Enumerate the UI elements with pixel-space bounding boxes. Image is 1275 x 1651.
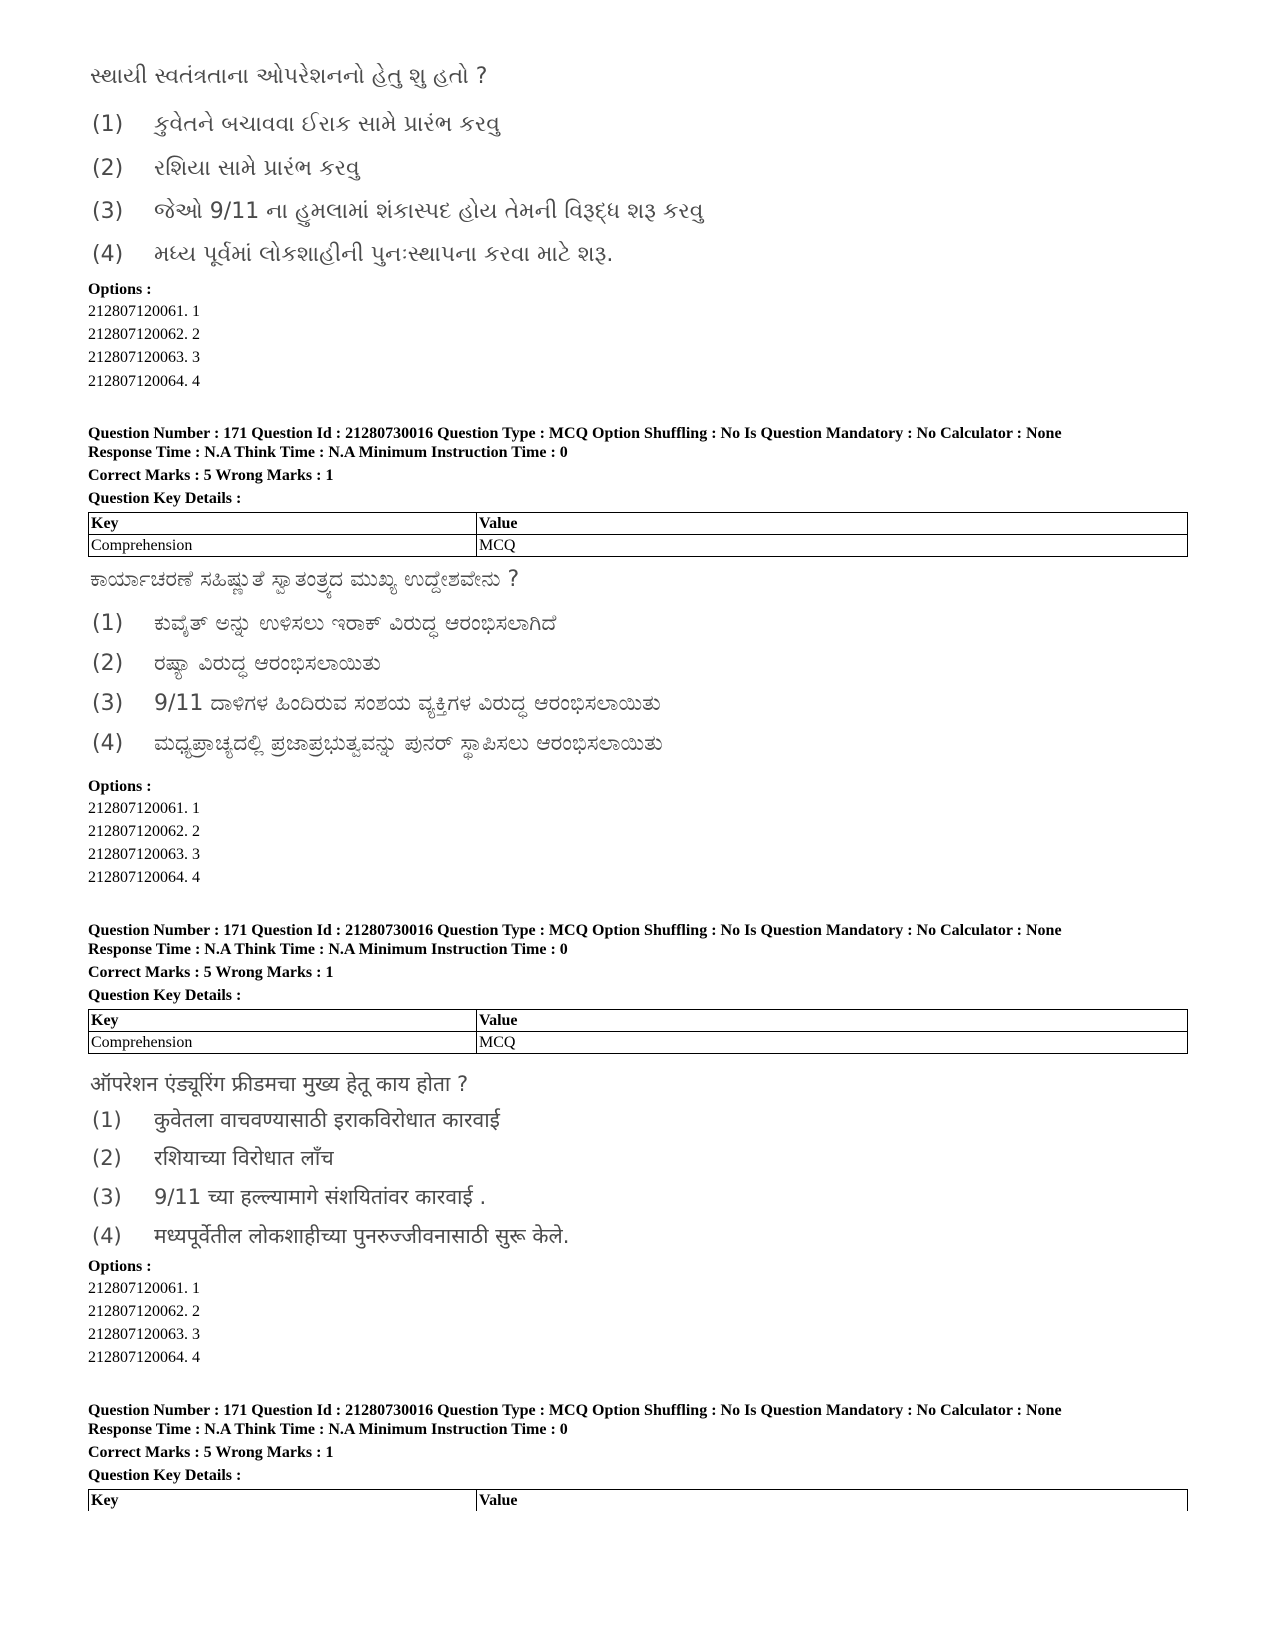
key-details-title: Question Key Details : — [88, 490, 242, 507]
question-key-table — [88, 1009, 1188, 1054]
choice-number: (4) — [92, 242, 124, 267]
table-cell-key: Comprehension — [89, 535, 477, 557]
question-meta-line: Response Time : N.A Think Time : N.A Minimum Instruction Time : 0 — [88, 1421, 568, 1438]
question-marks: Correct Marks : 5 Wrong Marks : 1 — [88, 964, 334, 981]
option-item: 212807120063. 3 — [88, 1326, 200, 1343]
option-item: 212807120062. 2 — [88, 823, 200, 840]
option-item: 212807120062. 2 — [88, 326, 200, 343]
table-header-value: Value — [477, 513, 1188, 535]
question-text: ऑपरेशन एंड्यूरिंग फ्रीडमचा मुख्य हेतू काय होता ? — [90, 1072, 469, 1096]
choice-row — [92, 731, 663, 756]
choice-number: (1) — [92, 1108, 122, 1132]
choice-row — [92, 156, 360, 181]
choice-row — [92, 242, 613, 267]
table-header-key: Key — [89, 1490, 477, 1512]
option-item: 212807120064. 4 — [88, 373, 200, 390]
choice-text: 9/11 ದಾಳಿಗಳ ಹಿಂದಿರುವ ಸಂಶಯ ವ್ಯಕ್ತಿಗಳ ವಿರುದ್ಧ ಆರಂಭಿಸಲಾಯಿತು — [154, 691, 661, 716]
option-item: 212807120063. 3 — [88, 349, 200, 366]
question-marks: Correct Marks : 5 Wrong Marks : 1 — [88, 1444, 334, 1461]
choice-number: (3) — [92, 1185, 122, 1209]
choice-number: (3) — [92, 691, 124, 716]
choice-text: ಮಧ್ಯಪ್ರಾಚ್ಯದಲ್ಲಿ ಪ್ರಜಾಪ್ರಭುತ್ವವನ್ನು ಪುನರ್ ಸ್ಥಾಪಿಸಲು ಆರಂಭಿಸಲಾಯಿತು — [154, 731, 663, 756]
key-details-title: Question Key Details : — [88, 987, 242, 1004]
choice-number: (4) — [92, 731, 124, 756]
choice-text: ರಷ್ಯಾ ವಿರುದ್ಧ ಆರಂಭಿಸಲಾಯಿತು — [154, 651, 381, 676]
option-item: 212807120063. 3 — [88, 846, 200, 863]
choice-number: (2) — [92, 651, 124, 676]
choice-row — [92, 691, 661, 716]
table-cell-value: MCQ — [477, 1032, 1188, 1054]
choice-row — [92, 651, 381, 676]
options-title: Options : — [88, 281, 152, 298]
choice-row — [92, 1144, 334, 1172]
choice-number: (2) — [92, 1146, 122, 1170]
choice-text: 9/11 च्या हल्ल्यामागे संशयितांवर कारवाई . — [154, 1185, 487, 1209]
table-header-key: Key — [89, 1010, 477, 1032]
choice-text: ಕುವೈತ್ ಅನ್ನು ಉಳಿಸಲು ಇರಾಕ್ ವಿರುದ್ಧ ಆರಂಭಿಸಲಾಗಿದೆ — [154, 611, 557, 636]
question-key-table — [88, 1489, 1188, 1511]
question-image-gujarati — [88, 62, 708, 284]
choice-text: कुवेतला वाचवण्यासाठी इराकविरोधात कारवाई — [154, 1108, 500, 1132]
choice-text: રશિયા સામે પ્રારંભ કરવુ — [154, 156, 360, 181]
question-meta-line: Response Time : N.A Think Time : N.A Minimum Instruction Time : 0 — [88, 444, 568, 461]
question-meta-line: Question Number : 171 Question Id : 21280730016 Question Type : MCQ Option Shuffling : No Is Question Mandatory : No Calculator : None — [88, 1402, 1062, 1419]
question-text: સ્થાયી સ્વતંત્રતાના ઓપરેશનનો હેતુ શુ હતો ? — [90, 64, 488, 89]
question-key-table — [88, 512, 1188, 557]
choice-row — [92, 199, 704, 224]
question-marks: Correct Marks : 5 Wrong Marks : 1 — [88, 467, 334, 484]
choice-text: मध्यपूर्वेतील लोकशाहीच्या पुनरुज्जीवनासाठी सुरू केले. — [154, 1224, 570, 1248]
options-title: Options : — [88, 778, 152, 795]
choice-text: જેઓ 9/11 ના હુમલામાં શંકાસ્પદ હોય તેમની વિરૂદ્ધ શરૂ કરવુ — [154, 199, 704, 224]
choice-row — [92, 1183, 486, 1211]
option-item: 212807120061. 1 — [88, 1280, 200, 1297]
table-cell-key: Comprehension — [89, 1032, 477, 1054]
choice-row — [92, 112, 500, 137]
choice-number: (1) — [92, 112, 124, 137]
question-meta-line: Question Number : 171 Question Id : 21280730016 Question Type : MCQ Option Shuffling : No Is Question Mandatory : No Calculator : None — [88, 922, 1062, 939]
choice-text: કુવેતને બચાવવા ઈરાક સામે પ્રારંભ કરવુ — [154, 112, 500, 137]
choice-text: रशियाच्या विरोधात लाँच — [154, 1146, 334, 1170]
table-header-value: Value — [477, 1490, 1188, 1512]
choice-row — [92, 1106, 500, 1134]
choice-number: (2) — [92, 156, 124, 181]
key-details-title: Question Key Details : — [88, 1467, 242, 1484]
question-meta-line: Response Time : N.A Think Time : N.A Minimum Instruction Time : 0 — [88, 941, 568, 958]
option-item: 212807120064. 4 — [88, 1349, 200, 1366]
table-header-key: Key — [89, 513, 477, 535]
question-image-kannada — [88, 565, 848, 775]
table-cell-value: MCQ — [477, 535, 1188, 557]
question-image-marathi — [88, 1068, 648, 1258]
choice-number: (3) — [92, 199, 124, 224]
choice-row — [92, 1222, 569, 1250]
option-item: 212807120061. 1 — [88, 800, 200, 817]
option-item: 212807120061. 1 — [88, 303, 200, 320]
choice-text: મધ્ય પૂર્વમાં લોકશાહીની પુનઃસ્થાપના કરવા માટે શરૂ. — [154, 242, 614, 267]
question-text: ಕಾರ್ಯಾಚರಣೆ ಸಹಿಷ್ಣುತೆ ಸ್ವಾತಂತ್ರ್ಯದ ಮುಖ್ಯ ಉದ್ದೇಶವೇನು ? — [90, 567, 520, 592]
table-header-value: Value — [477, 1010, 1188, 1032]
options-title: Options : — [88, 1258, 152, 1275]
choice-number: (4) — [92, 1224, 122, 1248]
option-item: 212807120062. 2 — [88, 1303, 200, 1320]
option-item: 212807120064. 4 — [88, 869, 200, 886]
choice-row — [92, 611, 556, 636]
choice-number: (1) — [92, 611, 124, 636]
question-meta-line: Question Number : 171 Question Id : 21280730016 Question Type : MCQ Option Shuffling : No Is Question Mandatory : No Calculator : None — [88, 425, 1062, 442]
